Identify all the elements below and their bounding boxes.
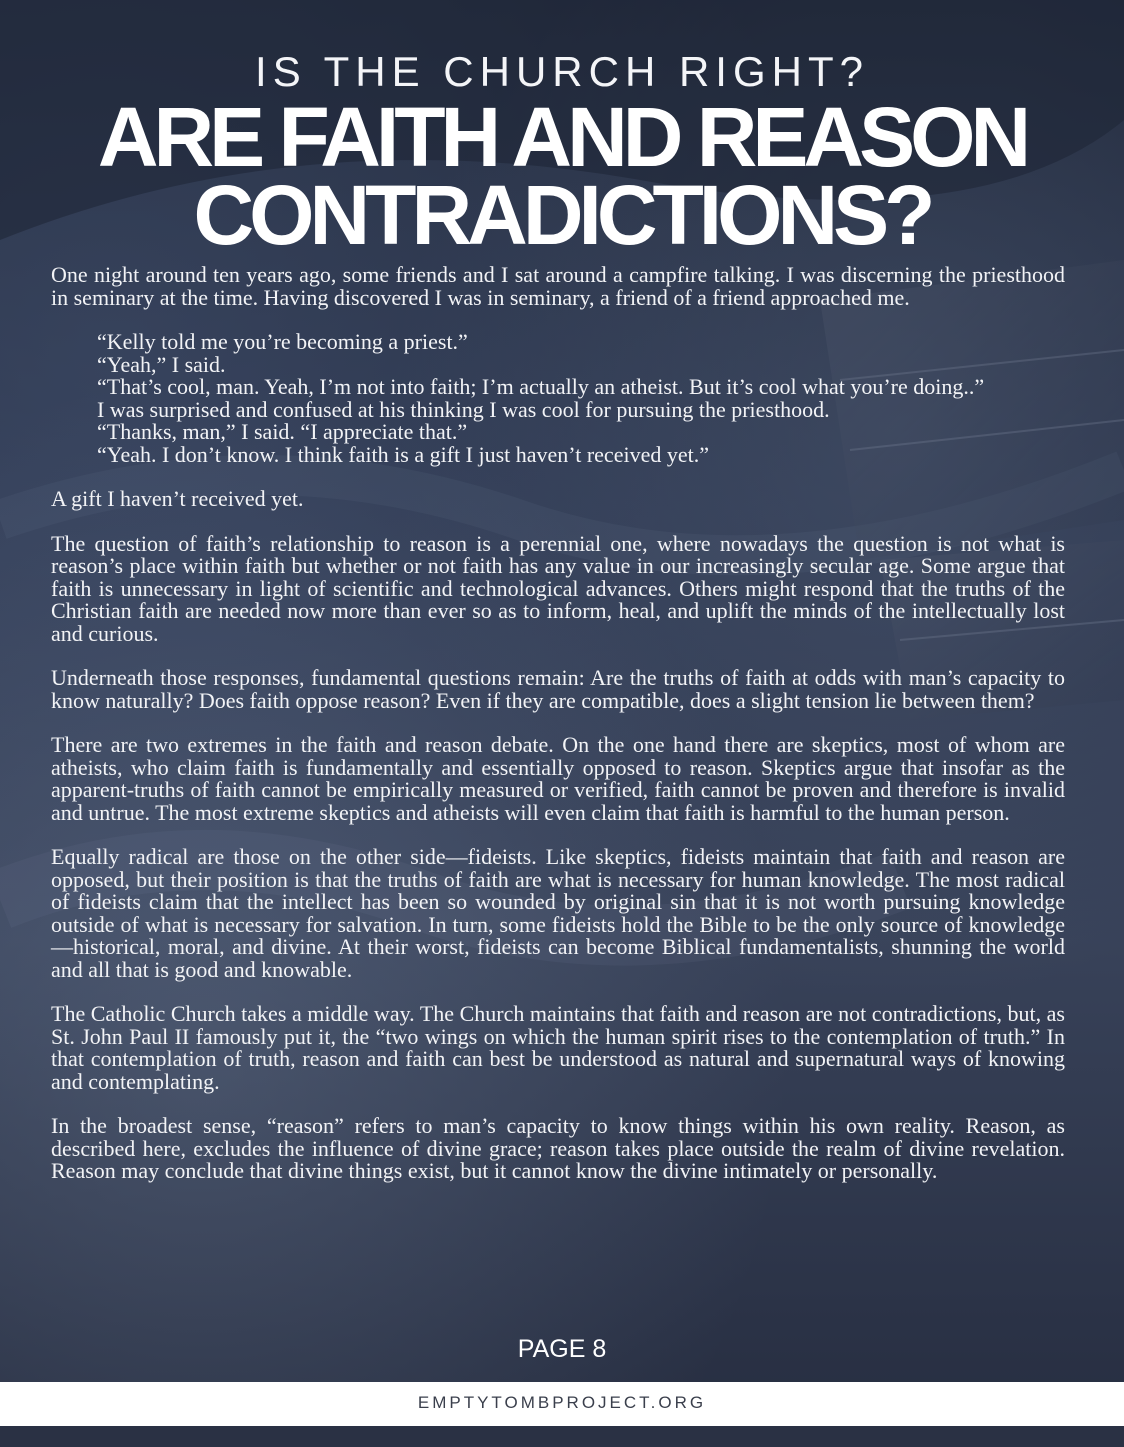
article-body xyxy=(51,264,1065,1205)
headline-title: ARE FAITH AND REASON CONTRADICTIONS? xyxy=(97,90,1027,262)
dialogue-line: “Yeah,” I said. xyxy=(97,351,226,377)
body-paragraph: Underneath those responses, fundamental questions remain: Are the truths of faith at odds with man’s capacity to know naturally? Does faith oppose reason? Even if they are compatible, does a slight tension lie between them? xyxy=(51,665,1065,713)
body-paragraph: The Catholic Church takes a middle way. The Church maintains that faith and reason are not contradictions, but, as St. John Paul II famously put it, the “two wings on which the human spirit rises to the contemplation of truth.” In that contemplation of truth, reason and faith can best be understood as natural and supernatural ways of knowing and contemplating. xyxy=(51,1001,1065,1094)
dialogue-line: “Kelly told me you’re becoming a priest.” xyxy=(97,329,468,354)
body-paragraph: There are two extremes in the faith and reason debate. On the one hand there are skeptics, most of whom are atheists, who claim faith is fundamentally and essentially opposed to reason. Skeptics argue that insofar as the apparent-truths of faith cannot be empirically measured or verified, faith cannot be proven and therefore is invalid and untrue. The most extreme skeptics and atheists will even claim that faith is harmful to the human person. xyxy=(51,732,1065,825)
bottom-strip xyxy=(0,1426,1124,1447)
body-paragraph: In the broadest sense, “reason” refers to man’s capacity to know things within his own reality. Reason, as described here, excludes the influence of divine grace; reason takes place outside the realm of divine revelation. Reason may conclude that divine things exist, but it cannot know the divine intimately or personally. xyxy=(51,1113,1065,1183)
website-link[interactable]: EMPTYTOMBPROJECT.ORG xyxy=(417,1393,707,1412)
article-header xyxy=(0,48,1124,262)
dialogue-line: “That’s cool, man. Yeah, I’m not into faith; I’m actually an atheist. But it’s cool what you’re doing..” xyxy=(97,374,985,399)
dialogue-line: I was surprised and confused at his thinking I was cool for pursuing the priesthood. xyxy=(97,396,830,422)
kicker-title: IS THE CHURCH RIGHT? xyxy=(255,48,869,95)
body-paragraph: Equally radical are those on the other side—fideists. Like skeptics, fideists maintain that faith and reason are opposed, but their position is that the truths of faith are what is necessary for human knowledge. The most radical of fideists claim that the intellect has been so wounded by original sin that it is not worth pursuing knowledge outside of what is necessary for salvation. In turn, some fideists hold the Bible to be the only source of knowledge—historical, moral, and divine. At their worst, fideists can become Biblical fundamentalists, shunning the world and all that is good and knowable. xyxy=(51,844,1065,982)
intro-paragraph: One night around ten years ago, some friends and I sat around a campfire talking. I was discerning the priesthood in seminary at the time. Having discovered I was in seminary, a friend of a friend approached me. xyxy=(51,262,1065,310)
dialogue-line: “Thanks, man,” I said. “I appreciate that.” xyxy=(97,419,468,444)
body-paragraph: The question of faith’s relationship to reason is a perennial one, where nowadays the question is not what is reason’s place within faith but whether or not faith has any value in our increasingly secular age. Some argue that faith is unnecessary in light of scientific and technological advances. Others might respond that the truths of the Christian faith are needed now more than ever so as to inform, heal, and uplift the minds of the intellectually lost and curious. xyxy=(51,530,1065,646)
body-paragraph: A gift I haven’t received yet. xyxy=(51,486,304,511)
footer-bar xyxy=(0,1382,1124,1426)
dialogue-line: “Yeah. I don’t know. I think faith is a gift I just haven’t received yet.” xyxy=(97,441,709,467)
page-number: PAGE 8 xyxy=(517,1335,607,1363)
dialogue-block xyxy=(97,331,1065,466)
